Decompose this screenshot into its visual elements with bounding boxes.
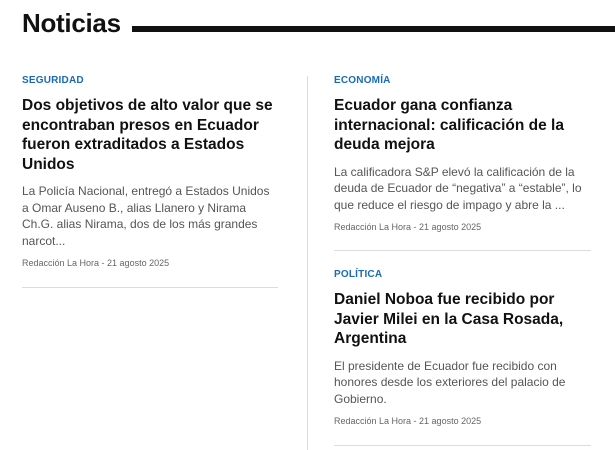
category-link-politics[interactable]: POLÍTICA [334,269,383,280]
card-separator [334,250,591,251]
headline-link-extradition[interactable]: Dos objetivos de alto valor que se encontraban presos en Ecuador fueron extraditados a Estados Unidos [22,97,273,173]
article-byline: Redacción La Hora - 21 agosto 2025 [334,416,482,426]
article-byline: Redacción La Hora - 21 agosto 2025 [334,222,482,232]
section-header [22,6,615,40]
section-title-rule [132,26,615,32]
category-link-security[interactable]: SEGURIDAD [22,75,84,86]
card-separator [22,287,278,288]
article-excerpt: La calificadora S&P elevó la calificación de la deuda de Ecuador de “negativa” a “estable”, lo que reduce el riesgo de impago y abre la ... [334,164,582,212]
article-byline: Redacción La Hora - 21 agosto 2025 [22,258,170,268]
card-separator [334,445,591,446]
news-card-economy [334,75,591,233]
headline-link-debt-rating[interactable]: Ecuador gana confianza internacional: calificación de la deuda mejora [334,97,564,153]
section-title: Noticias [22,8,121,38]
headline-link-noboa-milei[interactable]: Daniel Noboa fue recibido por Javier Milei en la Casa Rosada, Argentina [334,291,564,347]
news-card-security [22,75,278,269]
article-excerpt: La Policía Nacional, entregó a Estados Unidos a Omar Auseno B., alias Llanero y Nirama Ch.G. alias Nirama, dos de los más grandes narcot... [22,184,270,248]
news-card-politics [334,269,591,427]
article-excerpt: El presidente de Ecuador fue recibido con honores desde los exteriores del palacio de Gobierno. [334,358,566,406]
category-link-economy[interactable]: ECONOMÍA [334,75,391,86]
column-divider [307,76,308,450]
